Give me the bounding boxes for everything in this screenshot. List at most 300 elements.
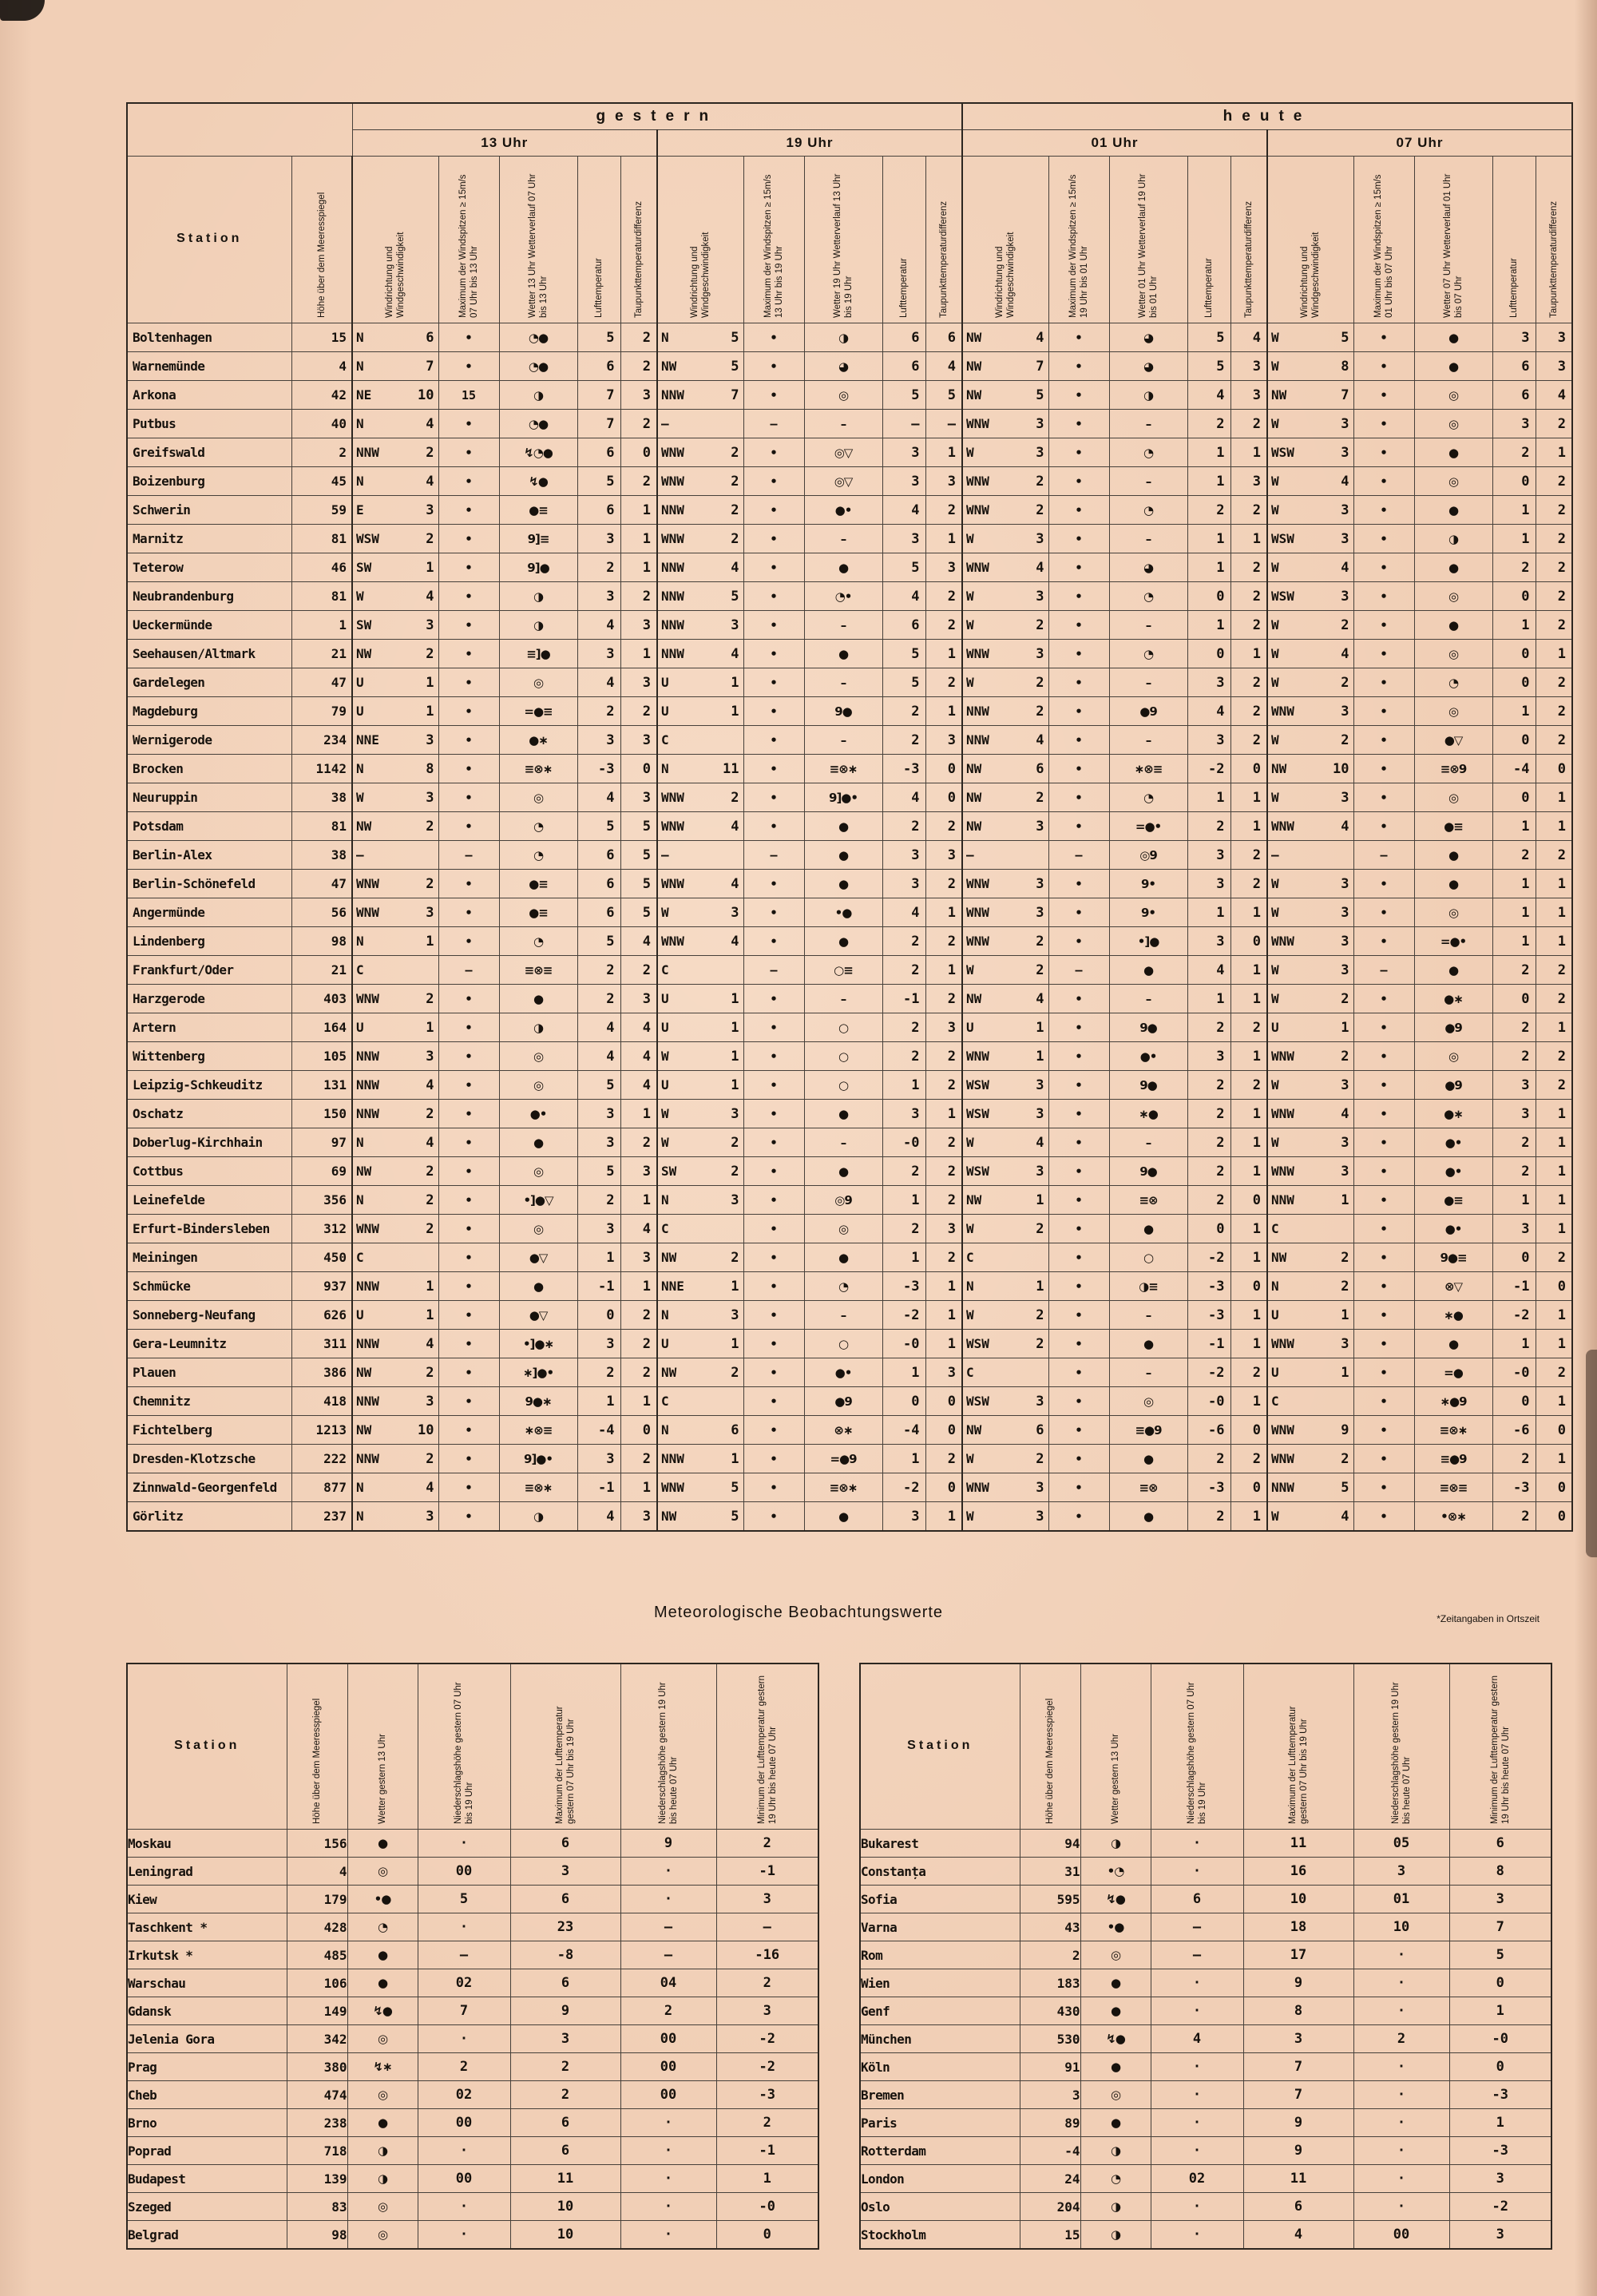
gust-maximum: • [1353,1416,1414,1445]
air-temperature: 5 [882,640,925,668]
gust-header-label: Maximum der Windspitzen ≥ 15m/s 13 Uhr bis 19 Uhr [763,174,784,318]
air-temperature: 2 [577,1186,620,1215]
wind-direction: WSW [962,1387,1013,1416]
weather-symbol: ◑ [499,1502,577,1532]
temperature-max: 2 [510,2081,620,2109]
air-temperature: -4 [882,1416,925,1445]
weather-symbol: ● [804,841,882,870]
air-temperature: 5 [882,668,925,697]
weather-station-row [127,1013,1572,1042]
precipitation-day: – [1151,1913,1243,1941]
dewpoint-header-07 [1536,157,1572,323]
time-header-13uhr: 13 Uhr [352,130,657,157]
air-temperature: -3 [1492,1473,1536,1502]
obs-station-row [127,1830,818,1858]
weather-symbol: ≡⊗ [1109,1473,1187,1502]
air-temperature: 1 [882,1358,925,1387]
dewpoint-difference: 2 [620,582,657,611]
station-name: Oschatz [127,1100,291,1128]
air-temperature: 4 [577,668,620,697]
dewpoint-difference: 2 [1536,496,1572,525]
wind-speed: 3 [403,611,438,640]
air-temperature: 2 [882,1013,925,1042]
air-temperature: 3 [882,438,925,467]
weather-station-row [127,352,1572,381]
air-temperature: 3 [577,525,620,553]
dewpoint-difference: 2 [1536,668,1572,697]
gust-maximum: • [438,323,499,352]
weather-symbol: ◎9 [804,1186,882,1215]
weather-station-row [127,496,1572,525]
height-column-header [1020,1664,1080,1830]
weather-station-row [127,726,1572,755]
wind-direction: NW [657,1502,708,1532]
obs-weather-header [347,1664,418,1830]
weather-symbol: ◎▽ [804,467,882,496]
wind-speed: 2 [1013,668,1048,697]
dewpoint-difference: 1 [620,1272,657,1301]
station-name: Boltenhagen [127,323,291,352]
weather-symbol: ● [347,1969,418,1997]
weather-symbol: – [1109,668,1187,697]
weather-symbol: ● [804,1243,882,1272]
air-temperature: 2 [577,1358,620,1387]
gust-maximum: – [1048,841,1109,870]
wind-speed: 2 [403,1215,438,1243]
weather-symbol: 9]●• [804,783,882,812]
wind-speed [403,956,438,985]
weather-symbol: ◔ [499,841,577,870]
wind-speed: 1 [708,697,743,726]
wind-speed: 3 [1013,1473,1048,1502]
weather-symbol: ↯● [347,1997,418,2025]
weather-symbol: ◑ [499,381,577,410]
wind-direction: E [352,496,403,525]
gust-maximum: – [743,410,804,438]
weather-symbol: ● [1080,2109,1151,2137]
air-temperature: 2 [1187,1502,1230,1532]
station-name: Bukarest [860,1830,1020,1858]
temperature-max: 11 [1243,1830,1353,1858]
wind-direction: NW [962,352,1013,381]
dewpoint-difference: 0 [1230,927,1267,956]
dewpoint-difference: 1 [620,1100,657,1128]
air-temperature: -1 [577,1272,620,1301]
air-temperature: 4 [577,1013,620,1042]
gust-maximum: • [438,1243,499,1272]
weather-station-row [127,438,1572,467]
wind-direction: – [962,841,1013,870]
gust-maximum: – [1048,956,1109,985]
wind-direction: NNW [657,582,708,611]
weather-symbol: 9]● [499,553,577,582]
wind-speed: 10 [403,381,438,410]
air-temperature: 2 [882,726,925,755]
wind-direction: U [1267,1358,1318,1387]
dewpoint-difference: 1 [925,525,962,553]
wind-speed: 2 [403,985,438,1013]
dewpoint-difference: 3 [925,726,962,755]
weather-symbol: ● [804,1502,882,1532]
station-height: 150 [291,1100,352,1128]
weather-symbol: ● [1109,1445,1187,1473]
station-height: 139 [287,2165,347,2193]
wind-direction: N [657,1301,708,1330]
gust-maximum: • [438,1473,499,1502]
wind-direction: NW [962,323,1013,352]
station-height: 15 [1020,2221,1080,2250]
air-temperature: 0 [1492,1243,1536,1272]
air-temperature: 5 [1187,323,1230,352]
wind-direction: W [1267,352,1318,381]
gust-maximum: • [743,1358,804,1387]
wind-direction: WNW [962,496,1013,525]
station-height: 428 [287,1913,347,1941]
weather-symbol: ◔ [1109,438,1187,467]
station-name: Belgrad [127,2221,287,2250]
dewpoint-difference: 2 [925,668,962,697]
wind-direction: C [352,956,403,985]
temperature-max: 8 [1243,1997,1353,2025]
temp-header-19 [882,157,925,323]
wind-speed [1318,841,1353,870]
dewpoint-difference: 1 [925,956,962,985]
wind-direction: W [962,1502,1013,1532]
gust-header-01 [1048,157,1109,323]
wind-direction: U [352,668,403,697]
weather-station-row [127,582,1572,611]
air-temperature: – [882,410,925,438]
dewpoint-difference: 1 [1230,1215,1267,1243]
gust-maximum: • [1353,783,1414,812]
air-temperature: 1 [1492,697,1536,726]
obs-station-row [860,1941,1551,1969]
gust-maximum: • [743,783,804,812]
wind-speed [708,956,743,985]
station-height: 179 [287,1886,347,1913]
dewpoint-difference: 1 [1536,783,1572,812]
station-height: 94 [1020,1830,1080,1858]
station-name: Magdeburg [127,697,291,726]
precipitation-day: · [1151,1969,1243,1997]
weather-symbol: ●∗ [499,726,577,755]
dewpoint-difference: 1 [1536,1387,1572,1416]
wind-speed: 4 [708,640,743,668]
header-spacer [127,103,352,157]
wind-direction: NW [352,1416,403,1445]
temperature-min: 3 [1449,2221,1551,2250]
height-column-header-label: Höhe über dem Meeresspiegel [316,192,327,318]
obs-station-row [127,2025,818,2053]
obs-station-row [860,1830,1551,1858]
gust-maximum: • [1353,726,1414,755]
weather-station-row [127,1157,1572,1186]
temperature-max: 6 [1243,2193,1353,2221]
weather-symbol: ◑ [347,2165,418,2193]
dewpoint-difference: 2 [620,697,657,726]
gust-maximum: • [1048,1272,1109,1301]
weather-symbol: ≡⊗≡ [499,956,577,985]
weather-symbol: ●≡ [1414,812,1492,841]
precipitation-night: 01 [1353,1886,1449,1913]
wind-speed: 4 [403,467,438,496]
dewpoint-difference: 1 [1536,1301,1572,1330]
wind-speed: 3 [1013,582,1048,611]
gust-maximum: • [1048,1416,1109,1445]
weather-symbol: – [804,726,882,755]
precipitation-day: 6 [1151,1886,1243,1913]
weather-symbol: ● [1414,870,1492,898]
temperature-min: 1 [1449,1997,1551,2025]
gust-maximum: • [1048,1013,1109,1042]
weather-symbol: ↯● [1080,1886,1151,1913]
wind-speed: 2 [1013,496,1048,525]
station-name: Gardelegen [127,668,291,697]
dewpoint-difference: – [925,410,962,438]
weather-symbol: ◔ [804,1272,882,1301]
wind-direction: WNW [1267,1416,1318,1445]
air-temperature: 6 [882,352,925,381]
gust-maximum: • [1048,640,1109,668]
station-name: Rom [860,1941,1020,1969]
temperature-max: 9 [510,1997,620,2025]
dewpoint-difference: 2 [620,323,657,352]
obs-station-row [127,1941,818,1969]
wind-direction: W [1267,668,1318,697]
air-temperature: 4 [1187,697,1230,726]
air-temperature: 3 [577,640,620,668]
weather-station-row [127,870,1572,898]
gust-maximum: • [1048,1215,1109,1243]
weather-symbol: ○ [804,1013,882,1042]
air-temperature: 5 [577,927,620,956]
dewpoint-difference: 1 [620,1387,657,1416]
temp-header-label: Lufttemperatur [1204,258,1214,318]
precipitation-night: · [620,2221,716,2250]
station-name: Arkona [127,381,291,410]
wind-speed: 5 [1318,1473,1353,1502]
gust-maximum: • [743,496,804,525]
air-temperature: 3 [882,1502,925,1532]
air-temperature: 3 [577,1445,620,1473]
wind-direction: NNW [657,640,708,668]
weather-symbol: ◑ [1080,2137,1151,2165]
gust-maximum: • [438,668,499,697]
station-name: Meiningen [127,1243,291,1272]
air-temperature: 5 [577,1071,620,1100]
wind-speed: 3 [1013,1100,1048,1128]
dewpoint-difference: 1 [1230,1128,1267,1157]
weather-symbol: ≡]● [499,640,577,668]
station-name: Constanța [860,1858,1020,1886]
wind-speed: 3 [403,783,438,812]
gust-maximum: • [1048,438,1109,467]
wind-speed: 3 [1013,870,1048,898]
weather-symbol: ◔ [347,1913,418,1941]
wind-direction: WSW [1267,582,1318,611]
precipitation-day: · [418,2137,510,2165]
station-name: Wien [860,1969,1020,1997]
weather-symbol: – [1109,1128,1187,1157]
station-height: 342 [287,2025,347,2053]
gust-maximum: • [1048,1042,1109,1071]
weather-symbol: ●≡ [499,870,577,898]
weather-symbol: ◔ [499,812,577,841]
station-height: 156 [287,1830,347,1858]
gust-maximum: • [1353,496,1414,525]
wind-speed: 2 [1318,1243,1353,1272]
weather-symbol: ●• [1414,1215,1492,1243]
air-temperature: 1 [1492,611,1536,640]
wind-speed [708,841,743,870]
obs-station-row [860,2081,1551,2109]
wind-direction: W [657,1100,708,1128]
weather-symbol: ↯● [1080,2025,1151,2053]
weather-symbol: ◎ [804,1215,882,1243]
gust-maximum: • [1048,1186,1109,1215]
station-name: Brno [127,2109,287,2137]
station-height: 38 [291,841,352,870]
weather-header-19 [804,157,882,323]
gust-maximum: • [1048,1473,1109,1502]
precipitation-night: · [1353,1941,1449,1969]
station-height: 46 [291,553,352,582]
station-height: 59 [291,496,352,525]
air-temperature: 3 [1492,1100,1536,1128]
air-temperature: 0 [1492,726,1536,755]
dewpoint-difference: 2 [1230,870,1267,898]
air-temperature: 3 [1187,1042,1230,1071]
wind-direction: N [352,1128,403,1157]
dewpoint-difference: 2 [1536,1358,1572,1387]
gust-maximum: • [1353,553,1414,582]
dewpoint-difference: 0 [1536,1272,1572,1301]
dewpoint-difference: 2 [1230,410,1267,438]
air-temperature: 2 [1492,1445,1536,1473]
station-height: 3 [1020,2081,1080,2109]
station-height: 311 [291,1330,352,1358]
weather-symbol: ◎ [499,783,577,812]
gust-maximum: • [743,870,804,898]
temperature-max: 3 [510,2025,620,2053]
dewpoint-difference: 2 [1230,582,1267,611]
temperature-max: 9 [1243,2109,1353,2137]
gust-maximum: • [1353,755,1414,783]
gust-maximum: • [743,381,804,410]
weather-station-row [127,1186,1572,1215]
weather-station-row [127,668,1572,697]
dewpoint-difference: 1 [925,1301,962,1330]
weather-symbol: ● [1080,2053,1151,2081]
weather-symbol: ◔ [499,927,577,956]
gust-maximum: • [438,927,499,956]
air-temperature: 2 [1492,1042,1536,1071]
temperature-min: 0 [716,2221,818,2250]
station-name: Berlin-Alex [127,841,291,870]
dewpoint-difference: 6 [925,323,962,352]
dewpoint-difference: 4 [620,927,657,956]
station-name: Lindenberg [127,927,291,956]
wind-direction: WNW [352,870,403,898]
dewpoint-difference: 4 [1536,381,1572,410]
gust-maximum: • [743,927,804,956]
air-temperature: 2 [1187,496,1230,525]
obs-temp-max-header [510,1664,620,1830]
air-temperature: 2 [882,812,925,841]
station-name: Doberlug-Kirchhain [127,1128,291,1157]
time-header-07uhr: 07 Uhr [1267,130,1572,157]
wind-direction: WNW [352,1215,403,1243]
temperature-max: 6 [510,2109,620,2137]
wind-speed: 3 [1013,812,1048,841]
weather-symbol: ◎ [1414,582,1492,611]
height-column-header-label: Höhe über dem Meeresspiegel [1044,1698,1055,1824]
wind-speed: 1 [708,1013,743,1042]
wind-speed: 3 [1318,927,1353,956]
station-name: Artern [127,1013,291,1042]
air-temperature: 1 [1492,812,1536,841]
air-temperature: -1 [577,1473,620,1502]
wind-direction: WNW [962,927,1013,956]
station-height: 98 [287,2221,347,2250]
obs-station-row [127,1997,818,2025]
wind-speed: 2 [1013,956,1048,985]
dewpoint-difference: 1 [1230,438,1267,467]
gust-maximum: • [1353,410,1414,438]
precipitation-night: 00 [1353,2221,1449,2250]
wind-direction: W [1267,553,1318,582]
gust-maximum: • [743,467,804,496]
air-temperature: 2 [1187,1186,1230,1215]
gust-maximum: • [438,898,499,927]
wind-direction: WNW [1267,812,1318,841]
wind-direction: WNW [1267,927,1318,956]
dewpoint-difference: 3 [620,1502,657,1532]
obs-station-row [860,1858,1551,1886]
obs-station-row [860,2109,1551,2137]
weather-symbol: ●• [804,1358,882,1387]
wind-direction: C [657,726,708,755]
weather-symbol: ◎ [1414,381,1492,410]
gust-maximum: • [438,525,499,553]
weather-symbol: – [804,985,882,1013]
gust-maximum: • [1048,1445,1109,1473]
wind-speed: 5 [708,323,743,352]
gust-maximum: • [1353,1330,1414,1358]
obs-station-row [860,2221,1551,2250]
weather-symbol: ● [804,870,882,898]
weather-symbol: ◎ [1080,2081,1151,2109]
air-temperature: 3 [577,726,620,755]
wind-direction: W [962,1445,1013,1473]
obs-station-row [127,2193,818,2221]
wind-speed: 11 [708,755,743,783]
wind-direction: NNW [657,611,708,640]
gust-maximum: • [1048,525,1109,553]
wind-direction: WNW [657,812,708,841]
station-name: Gera-Leumnitz [127,1330,291,1358]
dewpoint-difference: 2 [620,352,657,381]
gust-maximum: • [1353,438,1414,467]
air-temperature: -3 [1187,1301,1230,1330]
weather-station-row [127,812,1572,841]
wind-direction: NNW [962,726,1013,755]
weather-station-row [127,1100,1572,1128]
dewpoint-difference: 1 [1536,812,1572,841]
station-height: 312 [291,1215,352,1243]
weather-symbol: 9• [1109,870,1187,898]
wind-direction: N [352,755,403,783]
